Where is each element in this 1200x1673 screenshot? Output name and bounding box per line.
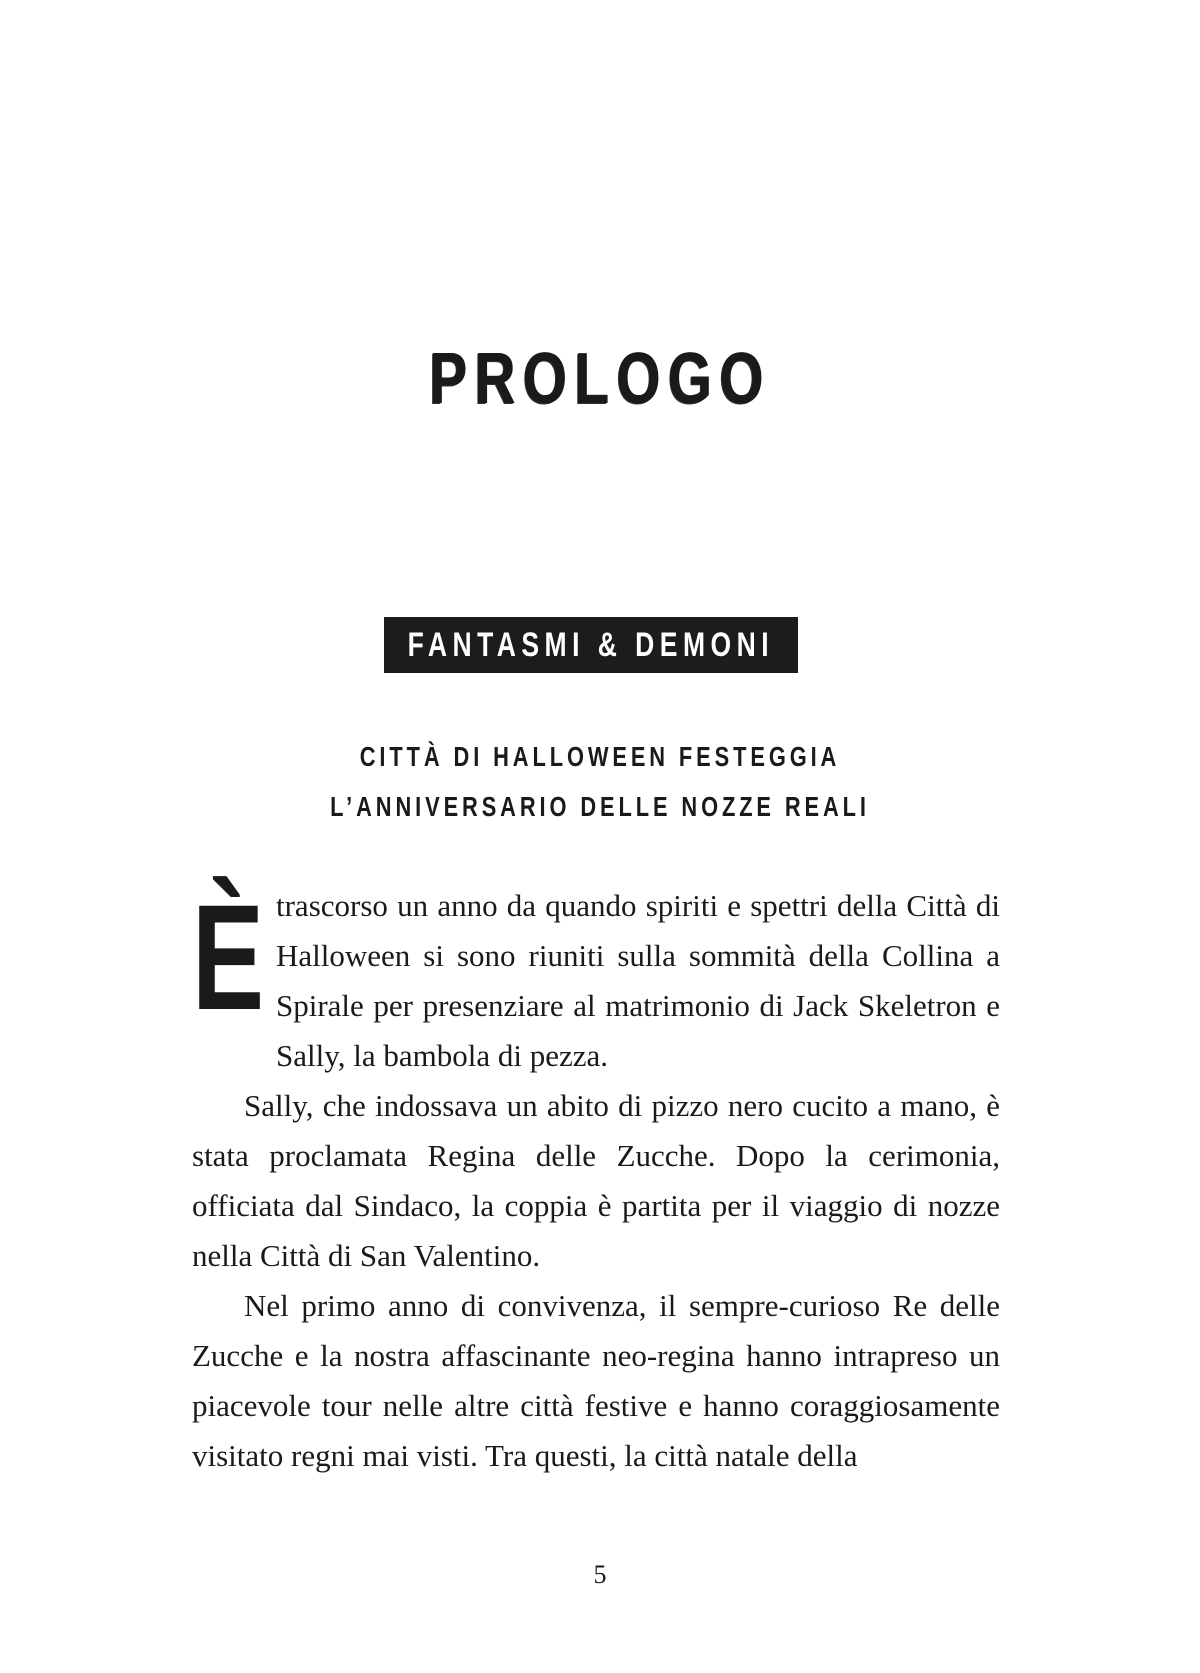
headline-line-2: L’ANNIVERSARIO DELLE NOZZE REALI <box>330 791 870 822</box>
body-text <box>192 873 1000 1481</box>
section-banner <box>384 617 798 673</box>
section-banner-label: FANTASMI & DEMONI <box>407 625 775 664</box>
chapter-title: PROLOGO <box>429 339 771 419</box>
headline-line-1: CITTÀ DI HALLOWEEN FESTEGGIA <box>359 741 841 772</box>
paragraph-2: Sally, che indossava un abito di pizzo nero cucito a mano, è stata proclamata Regina delle Zucche. Dopo la cerimonia, officiata dal Sindaco, la coppia è partita per il viaggio di nozze nella Città di San Valentino. <box>192 1088 1000 1273</box>
paragraph-1-text: trascorso un anno da quando spiriti e spettri della Città di Halloween si sono riuniti sulla sommità della Collina a Spirale per presenziare al matrimonio di Jack Skeletron e Sally, la bambola di pezza. <box>276 888 1000 1073</box>
page-number: 5 <box>593 1560 607 1589</box>
paragraph-1 <box>192 873 1000 1081</box>
article-headline <box>0 732 1200 832</box>
paragraph-3: Nel primo anno di convivenza, il sempre-curioso Re delle Zucche e la nostra affascinante neo-regina hanno intrapreso un piacevole tour nelle altre città festive e hanno coraggiosamente visitato regni mai visti. Tra questi, la città natale della <box>192 1288 1000 1473</box>
drop-cap: È <box>192 873 265 1041</box>
